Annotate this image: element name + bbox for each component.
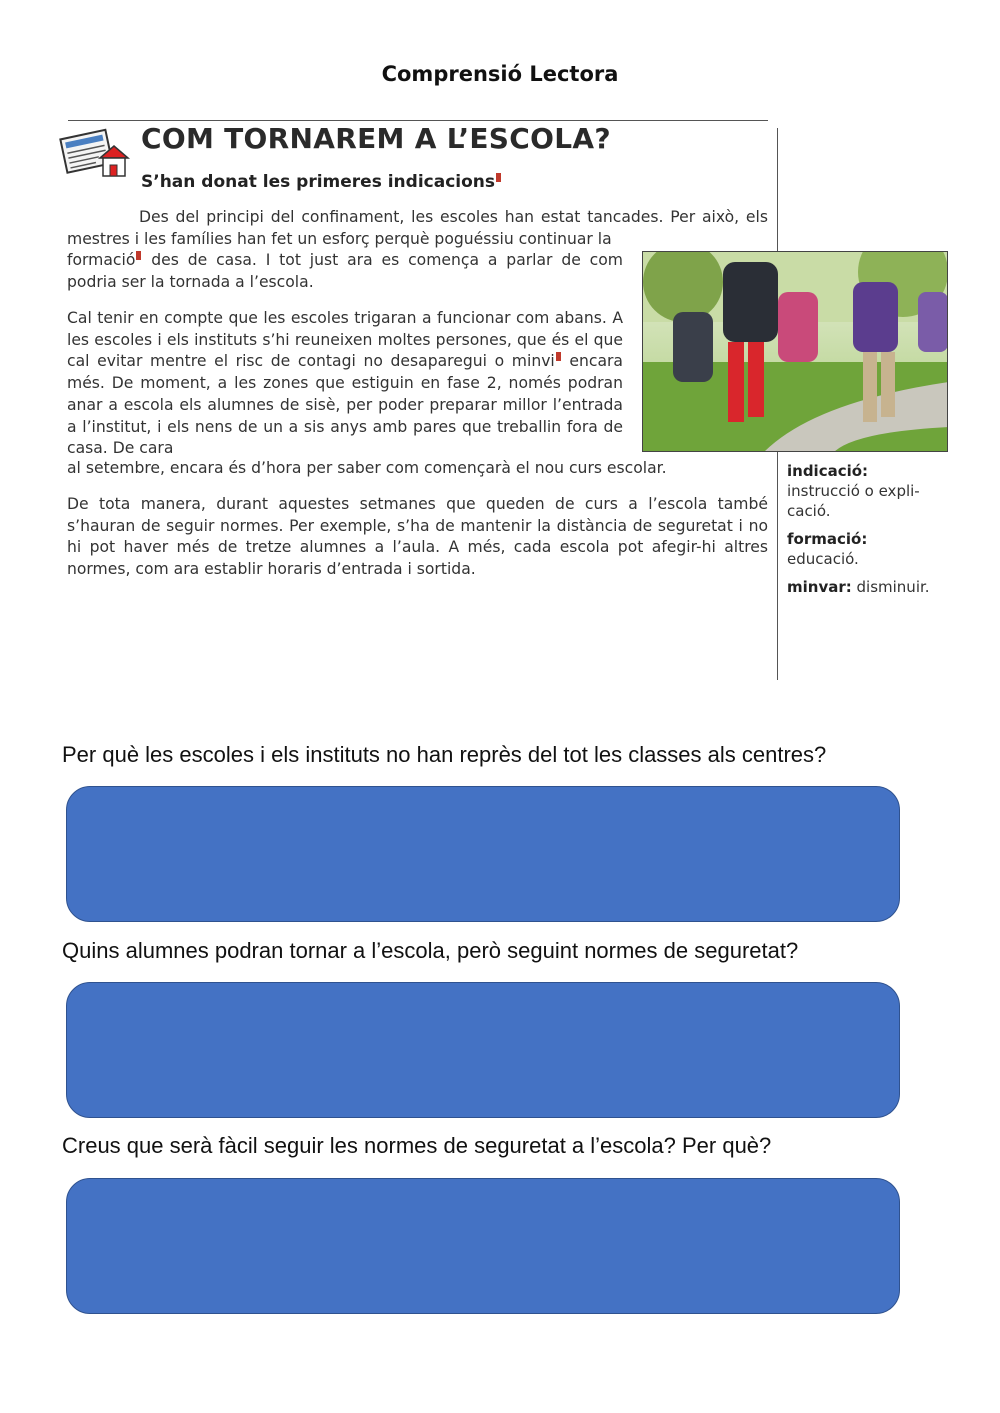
glossary-word-minvi: minvi [504,352,555,371]
paragraph-2-text: Cal tenir en compte que les escoles trigaran a funcionar com abans. A les escoles i els instituts s’hi reuneixen moltes persones, que és el que cal evitar mentre el risc de contagi no desaparegui o [67,309,623,371]
article-headline: COM TORNAREM A L’ESCOLA? [141,122,611,155]
paragraph-3: De tota manera, durant aquestes setmanes que queden de curs a l’escola també s’hauran de seguir normes. Per exemple, s’ha de mantenir la distància de seguretat i no hi pot haver més de tretze alumnes a l’aula. A més, cada escola pot afegir-hi altres normes, com ara establir horaris d’entrada i sortida. [67,495,768,579]
article-subheadline [141,172,502,192]
question-3: Creus que serà fàcil seguir les normes de seguretat a l’escola? Per què? [62,1133,772,1158]
paragraph-2-text-b: encara més. De moment, a les zones que estiguin en fase 2, només podran anar a escola els alumnes de sisè, per poder preparar millor l’entrada a l’institut, i els nens de un a sis anys amb pares que treballin fora de casa. De cara [67,352,623,458]
glossary-marker-icon [496,173,501,182]
subheadline-text: S’han donat les primeres indicacions [141,172,496,192]
glossary-definition: disminuir. [851,578,930,596]
question-1: Per què les escoles i els instituts no han reprès del tot les classes als centres? [62,742,827,767]
glossary-definition: instrucció o expli-cació. [787,482,920,520]
paragraph-1 [67,207,768,250]
children-running-photo [642,251,948,452]
glossary-marker-icon [136,251,141,260]
glossary-entry-indicacio [787,461,957,521]
glossary-entry-minvar [787,577,987,597]
divider-top [68,120,768,121]
paragraph-2 [67,308,623,460]
glossary-marker-icon [556,352,561,361]
paragraph-2-last-line: al setembre, encara és d’hora per saber com començarà el nou curs escolar. [67,459,667,477]
answer-box-1[interactable] [66,786,900,922]
glossary-term: minvar: [787,578,852,596]
glossary-term: indicació: [787,462,869,480]
glossary-definition: educació. [787,550,859,568]
answer-box-2[interactable] [66,982,900,1118]
glossary-entry-formacio [787,529,957,569]
paragraph-1-text: Des del principi del confinament, les escoles han estat tancades. Per això, els mestres i les famílies han fet un esforç perquè poguéssiu continuar la [67,208,768,248]
newspaper-house-icon [58,124,134,182]
page-title: Comprensió Lectora [381,62,619,86]
glossary-term: formació: [787,530,868,548]
paragraph-1-rest: des de casa. I tot just ara es comença a parlar de com podria ser la tornada a l’escola. [67,251,623,291]
question-2: Quins alumnes podran tornar a l’escola, però seguint normes de seguretat? [62,938,799,963]
glossary-word-formacio: formació [67,251,136,269]
paragraph-1-continued [67,250,623,293]
answer-box-3[interactable] [66,1178,900,1314]
